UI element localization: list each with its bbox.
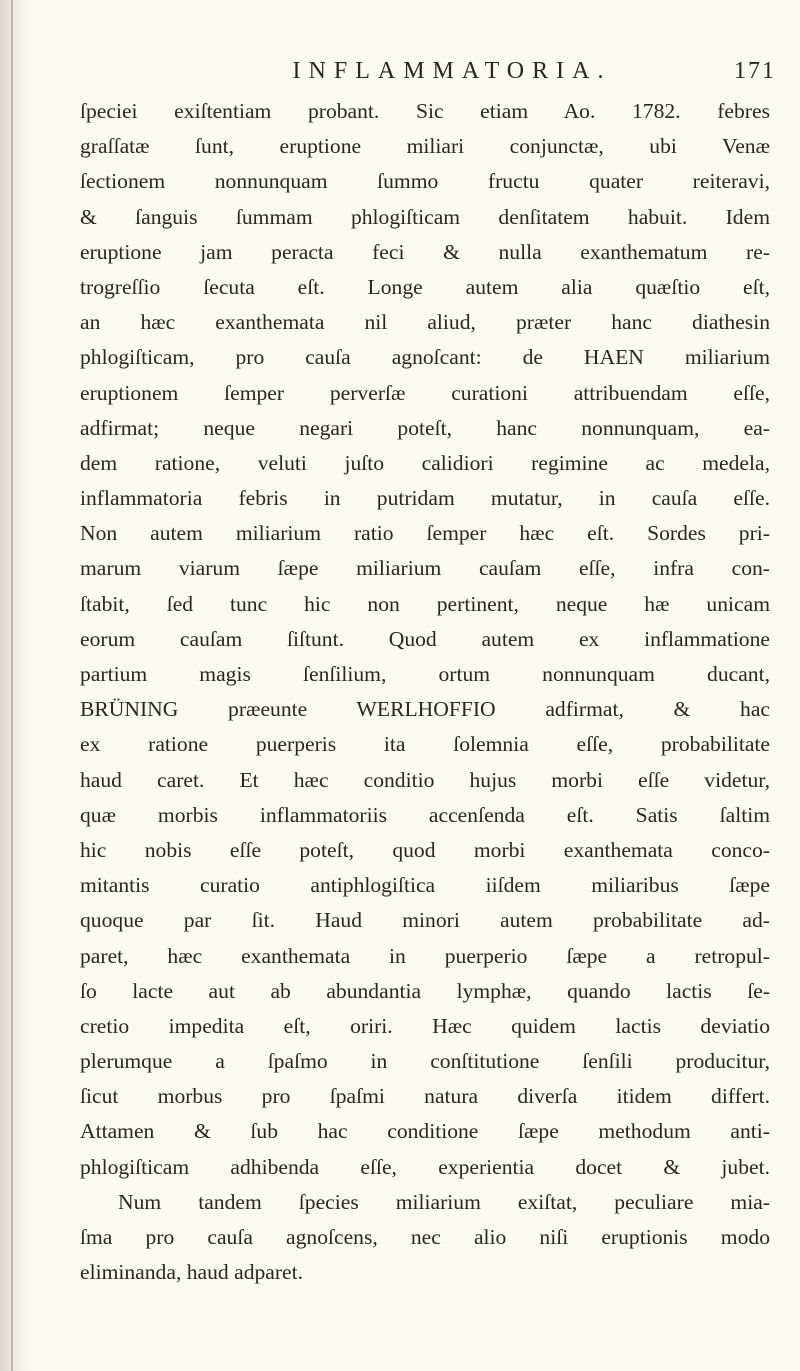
page-header [80,52,776,92]
text-line: an hæc exanthemata nil aliud, præter hanc diathesin [80,310,770,335]
body-text [80,94,770,1290]
text-line: Attamen & ſub hac conditione ſæpe methodum anti- [80,1119,770,1144]
text-line: graſſatæ ſunt, eruptione miliari conjunctæ, ubi Venæ [80,134,770,159]
text-line: quoque par ſit. Haud minori autem probabilitate ad- [80,908,770,933]
text-line: paret, hæc exanthemata in puerperio ſæpe a retropul- [80,943,770,968]
text-line: Num tandem ſpecies miliarium exiſtat, peculiare mia- [118,1189,770,1214]
text-line: ſtabit, ſed tunc hic non pertinent, neque hæ unicam [80,591,770,616]
text-line: inflammatoria febris in putridam mutatur, in cauſa eſſe. [80,486,770,511]
text-line: ſicut morbus pro ſpaſmi natura diverſa itidem differt. [80,1084,770,1109]
page-binding-shadow [0,0,30,1371]
text-line: phlogiſticam adhibenda eſſe, experientia docet & jubet. [80,1154,770,1179]
text-line: eruptionem ſemper perverſæ curationi attribuendam eſſe, [80,380,770,405]
book-page [80,52,776,1290]
text-line: phlogiſticam, pro cauſa agnoſcant: de HAEN miliarium [80,345,770,370]
text-line: & ſanguis ſummam phlogiſticam denſitatem habuit. Idem [80,204,770,229]
binding-edge-line [11,0,13,1371]
text-line: trogreſſio ſecuta eſt. Longe autem alia quæſtio eſt, [80,274,770,299]
text-line: eliminanda, haud adparet. [80,1260,304,1285]
text-line: eorum cauſam ſiſtunt. Quod autem ex inflammatione [80,626,770,651]
text-line: dem ratione, veluti juſto calidiori regimine ac medela, [80,450,770,475]
text-line: marum viarum ſæpe miliarium cauſam eſſe, infra con- [80,556,770,581]
text-line: ex ratione puerperis ita ſolemnia eſſe, probabilitate [80,732,770,757]
text-line: Non autem miliarium ratio ſemper hæc eſt. Sordes pri- [80,521,770,546]
text-line: ſo lacte aut ab abundantia lymphæ, quando lactis ſe- [80,978,770,1003]
text-line: adfirmat; neque negari poteſt, hanc nonnunquam, ea- [80,415,770,440]
text-line: haud caret. Et hæc conditio hujus morbi eſſe videtur, [80,767,770,792]
text-line: BRÜNING præeunte WERLHOFFIO adfirmat, & hac [80,697,770,722]
text-line: quæ morbis inflammatoriis accenſenda eſt. Satis ſaltim [80,802,770,827]
text-line: hic nobis eſſe poteſt, quod morbi exanthemata conco- [80,837,770,862]
text-line: ſectionem nonnunquam ſummo fructu quater reiteravi, [80,169,770,194]
text-line: cretio impedita eſt, oriri. Hæc quidem lactis deviatio [80,1013,770,1038]
text-line: plerumque a ſpaſmo in conſtitutione ſenſili producitur, [80,1049,770,1074]
text-line: ſpeciei exiſtentiam probant. Sic etiam Ao. 1782. febres [80,99,770,123]
running-title: INFLAMMATORIA. [292,58,612,84]
text-line: mitantis curatio antiphlogiſtica iiſdem miliaribus ſæpe [80,873,770,898]
text-line: ſma pro cauſa agnoſcens, nec alio niſi eruptionis modo [80,1225,770,1249]
page-number: 171 [734,58,776,84]
text-line: eruptione jam peracta feci & nulla exanthematum re- [80,239,770,264]
text-line: partium magis ſenſilium, ortum nonnunquam ducant, [80,662,770,686]
